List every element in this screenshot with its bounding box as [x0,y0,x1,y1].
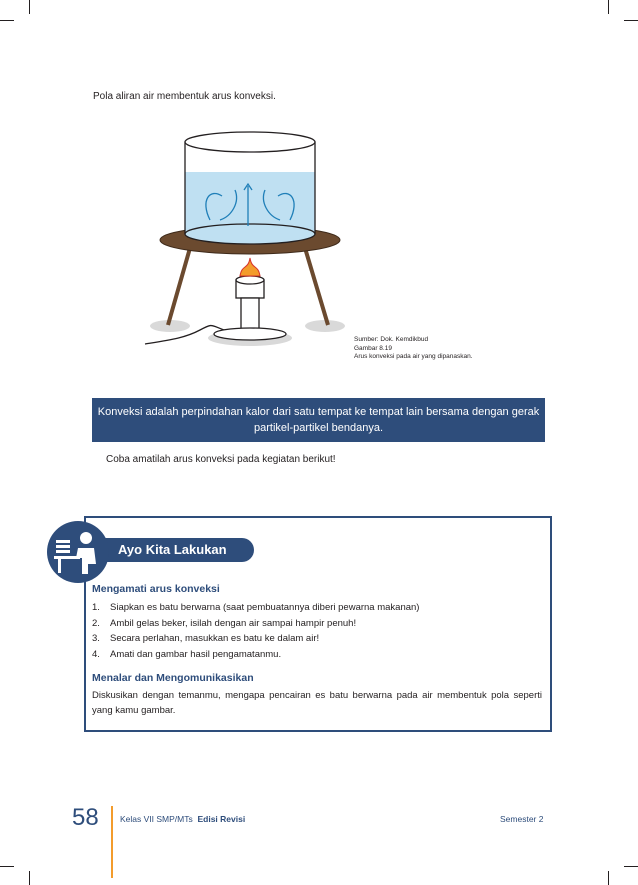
crop-mark [29,871,30,885]
list-item: 2. Ambil gelas beker, isilah dengan air sampai hampir penuh! [92,617,357,629]
crop-mark [624,20,638,21]
crop-mark [624,866,638,867]
footer-divider [111,806,113,878]
crop-mark [29,0,30,14]
list-item: 1. Siapkan es batu berwarna (saat pembuatannya diberi pewarna makanan) [92,602,420,613]
definition-box: Konveksi adalah perpindahan kalor dari satu tempat ke tempat lain bersama dengan gerak partikel-partikel bendanya. [92,398,545,442]
figure-caption [354,336,473,362]
crop-mark [0,20,14,21]
caption-source: Sumber: Dok. Kemdikbud [354,336,429,343]
steps-list [92,600,419,662]
crop-mark [608,871,609,885]
page-number: 58 [72,804,99,831]
section-title-reason: Menalar dan Mengomunikasikan [92,672,254,684]
intro-text: Pola aliran air membentuk arus konveksi. [93,91,276,102]
convection-illustration [140,130,370,360]
list-item: 4. Amati dan gambar hasil pengamatanmu. [92,648,282,660]
activity-title: Ayo Kita Lakukan [104,538,254,562]
student-desk-icon [46,520,110,584]
caption-description: Arus konveksi pada air yang dipanaskan. [354,353,473,360]
crop-mark [608,0,609,14]
footer-edition: Edisi Revisi [197,814,246,824]
crop-mark [0,866,14,867]
footer-book: Kelas VII SMP/MTs Edisi Revisi [120,814,246,824]
section-title-observe: Mengamati arus konveksi [92,583,220,595]
lead-text: Coba amatilah arus konveksi pada kegiatan berikut! [106,454,336,465]
footer-semester: Semester 2 [500,814,544,824]
caption-figure-number: Gambar 8.19 [354,344,392,352]
list-item: 3. Secara perlahan, masukkan es batu ke dalam air! [92,633,320,644]
section-text-reason: Diskusikan dengan temanmu, mengapa pencairan es batu berwarna pada air membentuk pola seperti yang kamu gambar. [92,690,542,716]
